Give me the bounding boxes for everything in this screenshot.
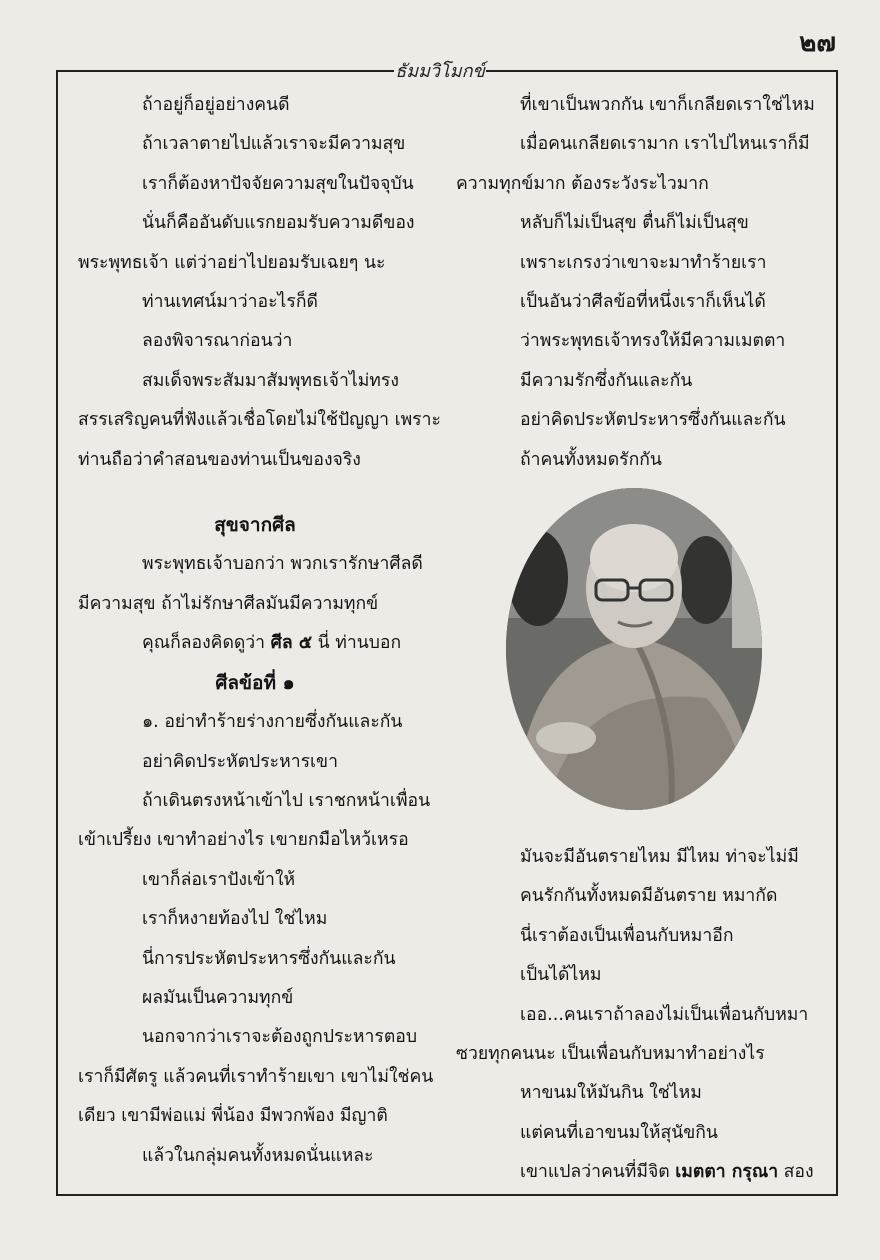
text-line: เราก็หงายท้องไป ใช่ไหม [142, 909, 328, 930]
text-line: เพราะเกรงว่าเขาจะมาทำร้ายเรา [520, 252, 767, 273]
text-line: เป็นได้ไหม [520, 965, 602, 986]
text-line: นี่เราต้องเป็นเพื่อนกับหมาอีก [520, 925, 734, 946]
portrait-illustration [506, 488, 762, 810]
text-line: มันจะมีอันตรายไหม มีไหม ท่าจะไม่มี [520, 847, 799, 867]
text-line: เราก็มีศัตรู แล้วคนที่เราทำร้ายเขา เขาไม่ใช่คน [78, 1066, 434, 1087]
text-line: ถ้าอยู่ก็อยู่อย่างคนดี [142, 95, 290, 115]
text-run: เขาแปลว่าคนที่มีจิต [520, 1162, 676, 1183]
text-line: มีความสุข ถ้าไม่รักษาศีลมันมีความทุกข์ [78, 593, 379, 614]
frame-top-right-rule [486, 70, 836, 72]
text-line: เขาก็ล่อเราปังเข้าให้ [142, 869, 296, 890]
text-line: ถ้าเดินตรงหน้าเข้าไป เราชกหน้าเพื่อน [142, 790, 431, 811]
bold-term: เมตตา กรุณา [675, 1162, 779, 1183]
text-line: ท่านถือว่าคำสอนของท่านเป็นของจริง [78, 449, 361, 470]
text-line: เมื่อคนเกลียดเรามาก เราไปไหนเราก็มี [520, 134, 810, 155]
text-line: อย่าคิดประหัตประหารเขา [142, 751, 338, 772]
text-run: สอง [778, 1162, 814, 1183]
text-line: ท่านเทศน์มาว่าอะไรก็ดี [142, 292, 318, 313]
text-line: ผลมันเป็นความทุกข์ [142, 987, 294, 1008]
text-line: เข้าเปรี้ยง เขาทำอย่างไร เขายกมือไหว้เหรอ [78, 830, 409, 851]
text-line-with-bold [456, 1153, 820, 1192]
frame-top-left-rule [56, 70, 394, 72]
text-line: คนรักกันทั้งหมดมีอันตราย หมากัด [520, 886, 778, 907]
text-line: เดียว เขามีพ่อแม่ พี่น้อง มีพวกพ้อง มีญาติ [78, 1106, 388, 1127]
text-line: แต่คนที่เอาขนมให้สุนัขกิน [520, 1122, 718, 1143]
text-run: คุณก็ลองคิดดูว่า [142, 633, 271, 654]
text-line: ๑. อย่าทำร้ายร่างกายซึ่งกันและกัน [142, 712, 403, 733]
page-number: ๒๗ [799, 28, 836, 58]
text-line: เราก็ต้องหาปัจจัยความสุขในปัจจุบัน [142, 173, 414, 194]
text-line: พระพุทธเจ้าบอกว่า พวกเรารักษาศีลดี [142, 554, 423, 575]
text-line: ที่เขาเป็นพวกกัน เขาก็เกลียดเราใช่ไหม [520, 95, 815, 115]
text-line: ว่าพระพุทธเจ้าทรงให้มีความเมตตา [520, 331, 786, 352]
bold-term: ศีล ๕ [270, 633, 313, 654]
text-line: ความทุกข์มาก ต้องระวังระไวมาก [456, 173, 709, 194]
text-run: นี่ ท่านบอก [312, 633, 402, 654]
text-line-with-bold [78, 624, 432, 663]
section-heading-precept-1: ศีลข้อที่ ๑ [215, 671, 295, 694]
right-column-top [456, 86, 820, 480]
running-title: ธัมมวิโมกข์ [395, 61, 485, 82]
text-line: สรรเสริญคนที่ฟังแล้วเชื่อโดยไม่ใช้ปัญญา เพราะ [78, 410, 441, 431]
text-line: หาขนมให้มันกิน ใช่ไหม [520, 1083, 702, 1104]
text-line: สมเด็จพระสัมมาสัมพุทธเจ้าไม่ทรง [142, 370, 399, 391]
text-line: ซวยทุกคนนะ เป็นเพื่อนกับหมาทำอย่างไร [456, 1044, 765, 1065]
text-line: เป็นอันว่าศีลข้อที่หนึ่งเราก็เห็นได้ [520, 292, 766, 313]
text-line: มีความรักซึ่งกันและกัน [520, 370, 693, 391]
section-heading-sila: สุขจากศีล [214, 514, 296, 537]
text-line: นี่การประหัตประหารซึ่งกันและกัน [142, 948, 396, 969]
text-line: ลองพิจารณาก่อนว่า [142, 331, 293, 352]
right-column-bottom [456, 838, 820, 1193]
text-line: ถ้าเวลาตายไปแล้วเราจะมีความสุข [142, 134, 406, 155]
text-line: ถ้าคนทั้งหมดรักกัน [520, 449, 662, 470]
monk-portrait-photo [506, 488, 762, 810]
text-line: พระพุทธเจ้า แต่ว่าอย่าไปยอมรับเฉยๆ นะ [78, 252, 386, 273]
section-gap [78, 480, 432, 506]
left-column [78, 86, 441, 1176]
text-line: อย่าคิดประหัตประหารซึ่งกันและกัน [520, 410, 786, 431]
text-line: นั่นก็คืออันดับแรกยอมรับความดีของ [142, 213, 415, 234]
text-line: หลับก็ไม่เป็นสุข ตื่นก็ไม่เป็นสุข [520, 213, 749, 234]
text-line: แล้วในกลุ่มคนทั้งหมดนั่นแหละ [142, 1145, 374, 1166]
text-line: นอกจากว่าเราจะต้องถูกประหารตอบ [142, 1027, 417, 1048]
text-line: เออ...คนเราถ้าลองไม่เป็นเพื่อนกับหมา [520, 1004, 809, 1025]
